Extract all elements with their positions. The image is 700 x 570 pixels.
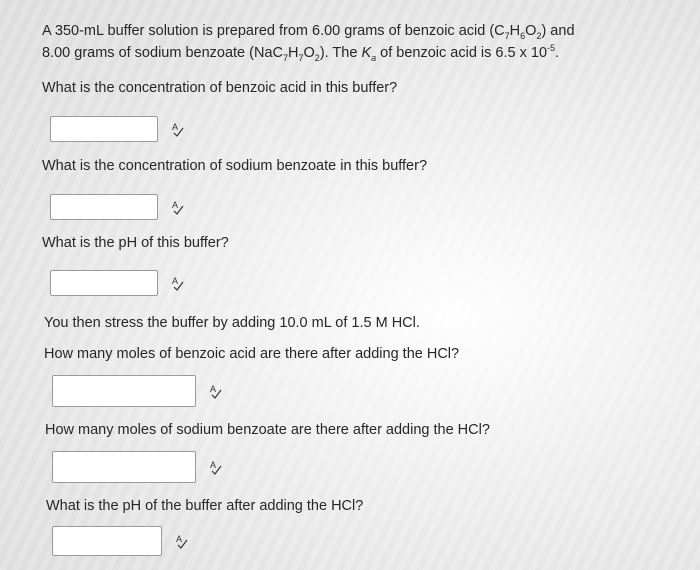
answer-row-3	[50, 270, 184, 296]
text-fragment: ) and	[541, 23, 575, 39]
svg-text:A: A	[172, 122, 179, 132]
problem-statement-line1	[42, 20, 575, 42]
stress-answer-row-1	[52, 375, 222, 407]
text-fragment: .	[555, 45, 560, 61]
spell-check-icon[interactable]	[210, 459, 222, 475]
stress-question-2-label: How many moles of sodium benzoate are there after adding the HCl?	[45, 422, 490, 438]
answer-input-3[interactable]	[50, 270, 158, 296]
spell-check-icon[interactable]	[172, 199, 184, 215]
subscript: 7	[283, 52, 289, 63]
subscript: 7	[298, 52, 304, 63]
spell-check-icon[interactable]	[172, 275, 184, 291]
text-fragment: 8.00 grams of sodium benzoate (NaC	[42, 45, 283, 61]
subscript: 2	[314, 52, 320, 63]
text-fragment: of benzoic acid is 6.5 x 10	[376, 45, 548, 61]
stress-answer-input-1[interactable]	[52, 375, 196, 407]
answer-input-2[interactable]	[50, 194, 158, 220]
stress-answer-input-2[interactable]	[52, 451, 196, 483]
svg-text:A: A	[172, 200, 179, 210]
question-1-label: What is the concentration of benzoic acid in this buffer?	[42, 80, 398, 96]
text-fragment: ). The	[319, 45, 362, 61]
stress-question-1-label: How many moles of benzoic acid are there after adding the HCl?	[44, 346, 460, 362]
answer-row-1	[50, 116, 184, 142]
superscript: -5	[547, 43, 556, 54]
problem-statement-line2	[42, 42, 559, 64]
svg-text:A: A	[210, 384, 217, 394]
stress-question-3-label: What is the pH of the buffer after adding the HCl?	[46, 498, 364, 514]
stress-answer-row-3	[52, 526, 188, 556]
stress-answer-input-3[interactable]	[52, 526, 162, 556]
ka-symbol: K	[361, 45, 372, 61]
svg-text:A: A	[210, 460, 217, 470]
text-fragment: H	[288, 45, 299, 61]
text-fragment: A 350-mL buffer solution is prepared from 6.00 grams of benzoic acid (C	[42, 23, 505, 39]
svg-text:A: A	[176, 534, 183, 544]
text-fragment: H	[509, 23, 521, 39]
subscript: 6	[520, 30, 526, 41]
spell-check-icon[interactable]	[176, 533, 188, 549]
subscript: 7	[504, 30, 510, 41]
svg-text:A: A	[172, 276, 179, 286]
question-2-label: What is the concentration of sodium benzoate in this buffer?	[42, 158, 428, 174]
question-3-label: What is the pH of this buffer?	[42, 235, 229, 251]
stress-statement: You then stress the buffer by adding 10.0 mL of 1.5 M HCl.	[44, 315, 420, 331]
answer-input-1[interactable]	[50, 116, 158, 142]
answer-row-2	[50, 194, 184, 220]
text-fragment: O	[303, 45, 315, 61]
spell-check-icon[interactable]	[172, 121, 184, 137]
subscript: 2	[536, 30, 542, 41]
subscript: a	[371, 52, 377, 63]
spell-check-icon[interactable]	[210, 383, 222, 399]
stress-answer-row-2	[52, 451, 222, 483]
text-fragment: O	[525, 23, 537, 39]
